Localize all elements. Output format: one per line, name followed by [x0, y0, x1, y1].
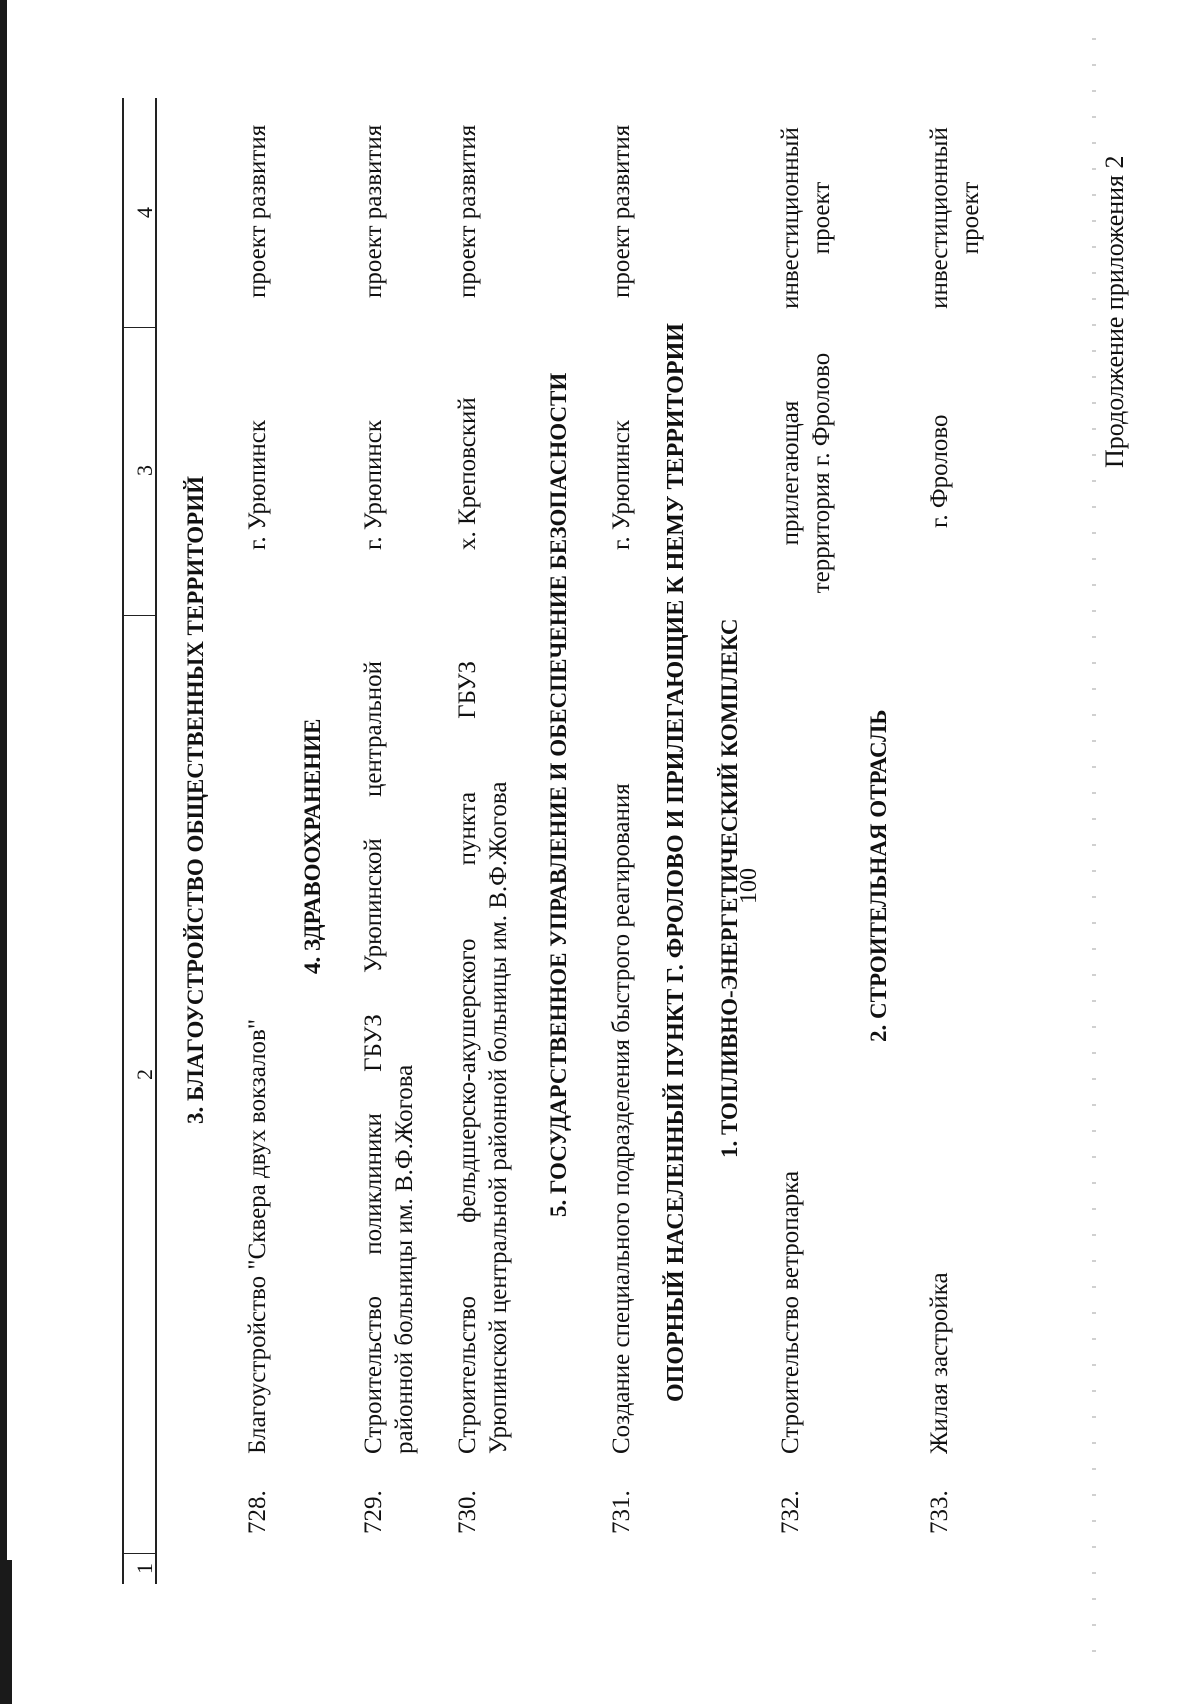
row-description-line: районной больницы им. В.Ф.Жогова — [391, 1064, 418, 1454]
section-heading: 4. ЗДРАВООХРАНЕНИЕ — [300, 718, 325, 974]
column-number-4: 4 — [132, 207, 157, 218]
section-heading: 5. ГОСУДАРСТВЕННОЕ УПРАВЛЕНИЕ И ОБЕСПЕЧЕНИЕ БЕЗОПАСНОСТИ — [546, 372, 571, 1217]
table-top-rule — [122, 98, 124, 1584]
table-header-divider-2 — [122, 615, 157, 616]
row-description-line: Строительство поликлиники ГБУЗ Урюпинской центральной — [360, 661, 387, 1454]
row-description: Создание специального подразделения быстрого реагирования — [608, 783, 635, 1454]
row-number: 731. — [608, 1490, 635, 1534]
row-type: проект развития — [244, 124, 271, 298]
row-location: г. Фролово — [926, 414, 953, 528]
row-description: Строительство ветропарка — [777, 1170, 804, 1454]
row-type-line: проект — [957, 181, 984, 255]
row-description: Благоустройство "Сквера двух вокзалов" — [244, 1018, 271, 1454]
section-heading: 3. БЛАГОУСТРОЙСТВО ОБЩЕСТВЕННЫХ ТЕРРИТОРИЙ — [183, 476, 208, 1124]
row-location: г. Урюпинск — [244, 420, 271, 550]
column-number-1: 1 — [132, 1563, 157, 1574]
section-heading: 1. ТОПЛИВНО-ЭНЕРГЕТИЧЕСКИЙ КОМПЛЕКС — [717, 618, 742, 1158]
row-location-line: прилегающая — [777, 400, 804, 546]
row-location-line: территория г. Фролово — [808, 352, 835, 594]
row-location: г. Урюпинск — [608, 420, 635, 550]
section-heading: 2. СТРОИТЕЛЬНАЯ ОТРАСЛЬ — [866, 709, 891, 1042]
appendix-note: Продолжение приложения 2 — [1100, 155, 1129, 468]
row-location: г. Урюпинск — [360, 420, 387, 550]
row-description: Жилая застройка — [926, 1272, 953, 1454]
table-header-bottom-rule — [155, 98, 157, 1584]
row-number: 730. — [454, 1490, 481, 1534]
section-heading: ОПОРНЫЙ НАСЕЛЕННЫЙ ПУНКТ Г. ФРОЛОВО И ПРИЛЕГАЮЩИЕ К НЕМУ ТЕРРИТОРИИ — [663, 323, 689, 1402]
column-number-3: 3 — [132, 465, 157, 476]
row-type-line: инвестиционный — [926, 127, 953, 309]
row-number: 728. — [244, 1490, 271, 1534]
row-type-line: проект — [808, 181, 835, 255]
row-location: х. Креповский — [454, 397, 481, 550]
row-type: проект развития — [360, 124, 387, 298]
column-number-2: 2 — [132, 1069, 157, 1080]
row-type: проект развития — [454, 124, 481, 298]
row-number: 733. — [926, 1490, 953, 1534]
row-description-line: Урюпинской центральной районной больницы им. В.Ф.Жогова — [485, 781, 512, 1454]
row-description-line: Строительство фельдшерско-акушерского пункта ГБУЗ — [454, 661, 481, 1454]
row-number: 732. — [777, 1490, 804, 1534]
table-header-divider-1 — [122, 1553, 157, 1554]
page-number: 100 — [736, 868, 762, 904]
table-header-divider-3 — [122, 327, 157, 328]
row-number: 729. — [360, 1490, 387, 1534]
row-type-line: инвестиционный — [777, 127, 804, 309]
row-type: проект развития — [608, 124, 635, 298]
